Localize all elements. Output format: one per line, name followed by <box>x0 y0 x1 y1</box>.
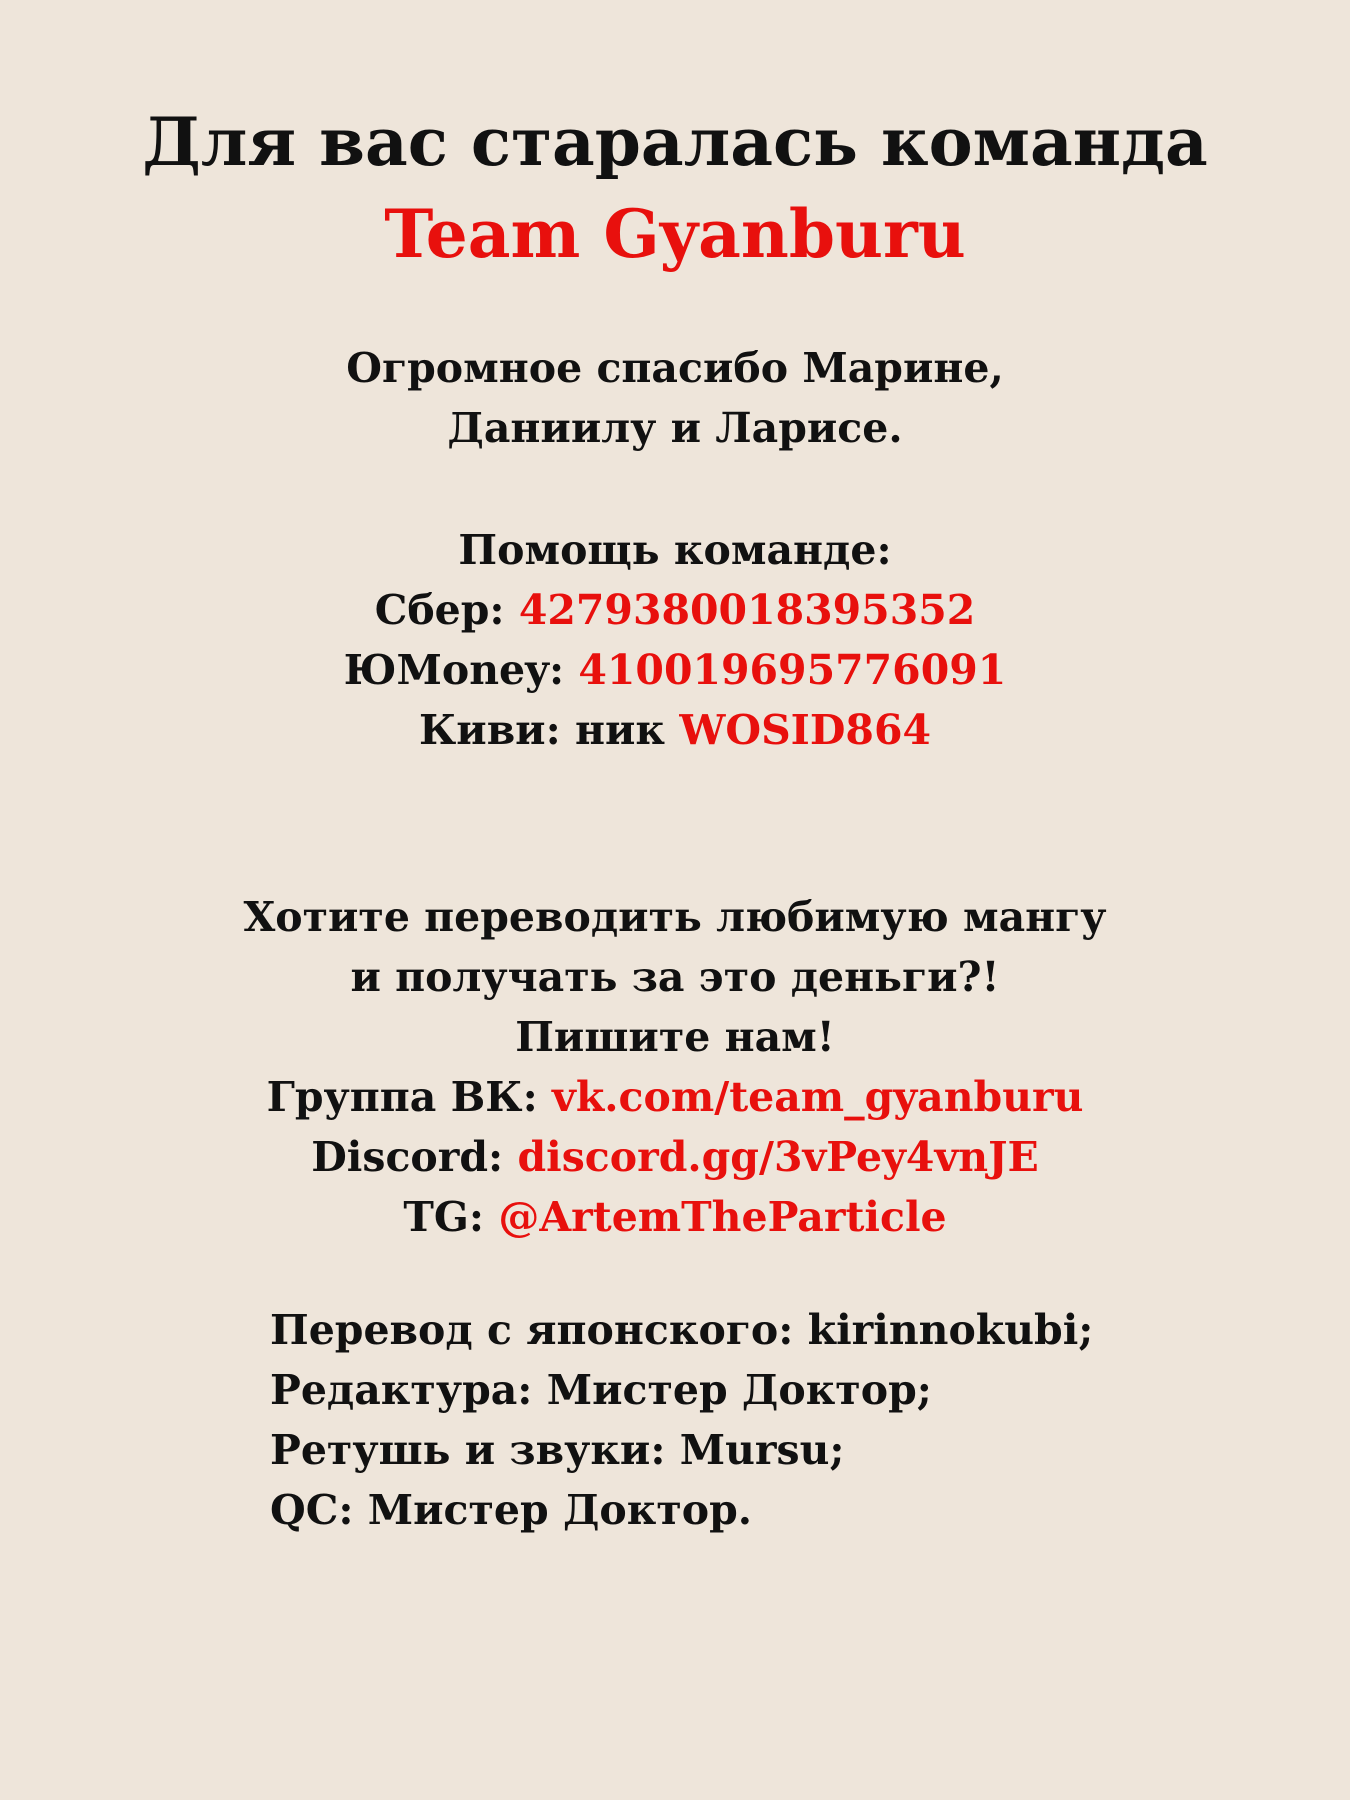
team-name: Team Gyanburu <box>384 195 966 273</box>
credit-translation: Перевод с японского: kirinnokubi; <box>270 1306 1094 1354</box>
sber-card-number: 4279380018395352 <box>518 586 976 634</box>
yoomoney-wallet-number: 410019695776091 <box>578 646 1007 694</box>
thanks-block <box>0 338 1350 458</box>
vk-link[interactable]: vk.com/team_gyanburu <box>552 1073 1084 1121</box>
thanks-line-1: Огромное спасибо Марине, <box>346 344 1004 392</box>
discord-label: Discord: <box>311 1133 504 1181</box>
yoomoney-row <box>0 640 1350 700</box>
yoomoney-label: ЮMoney: <box>343 646 565 694</box>
vk-row <box>0 1067 1350 1127</box>
qiwi-row <box>0 700 1350 760</box>
credit-editing: Редактура: Мистер Доктор; <box>270 1366 932 1414</box>
credits-block <box>270 1300 1320 1540</box>
title-block <box>0 96 1350 280</box>
discord-row <box>0 1127 1350 1187</box>
tg-label: TG: <box>403 1193 485 1241</box>
discord-link[interactable]: discord.gg/3vPey4vnJE <box>517 1133 1039 1181</box>
vk-label: Группа ВК: <box>266 1073 538 1121</box>
recruit-line-3: Пишите нам! <box>515 1013 835 1061</box>
credit-qc: QC: Мистер Доктор. <box>270 1486 753 1534</box>
recruit-line-1: Хотите переводить любимую мангу <box>243 893 1107 941</box>
credit-retouch: Ретушь и звуки: Mursu; <box>270 1426 845 1474</box>
sber-label: Сбер: <box>374 586 505 634</box>
sber-row <box>0 580 1350 640</box>
recruit-line-2: и получать за это деньги?! <box>350 953 1000 1001</box>
qiwi-nickname: WOSID864 <box>679 706 931 754</box>
tg-row <box>0 1187 1350 1247</box>
qiwi-label: Киви: ник <box>418 706 666 754</box>
support-heading: Помощь команде: <box>458 526 892 574</box>
support-block <box>0 520 1350 760</box>
page-title: Для вас старалась команда <box>142 103 1208 181</box>
tg-link[interactable]: @ArtemTheParticle <box>498 1193 947 1241</box>
recruit-block <box>0 887 1350 1247</box>
thanks-line-2: Даниилу и Ларисе. <box>447 404 903 452</box>
